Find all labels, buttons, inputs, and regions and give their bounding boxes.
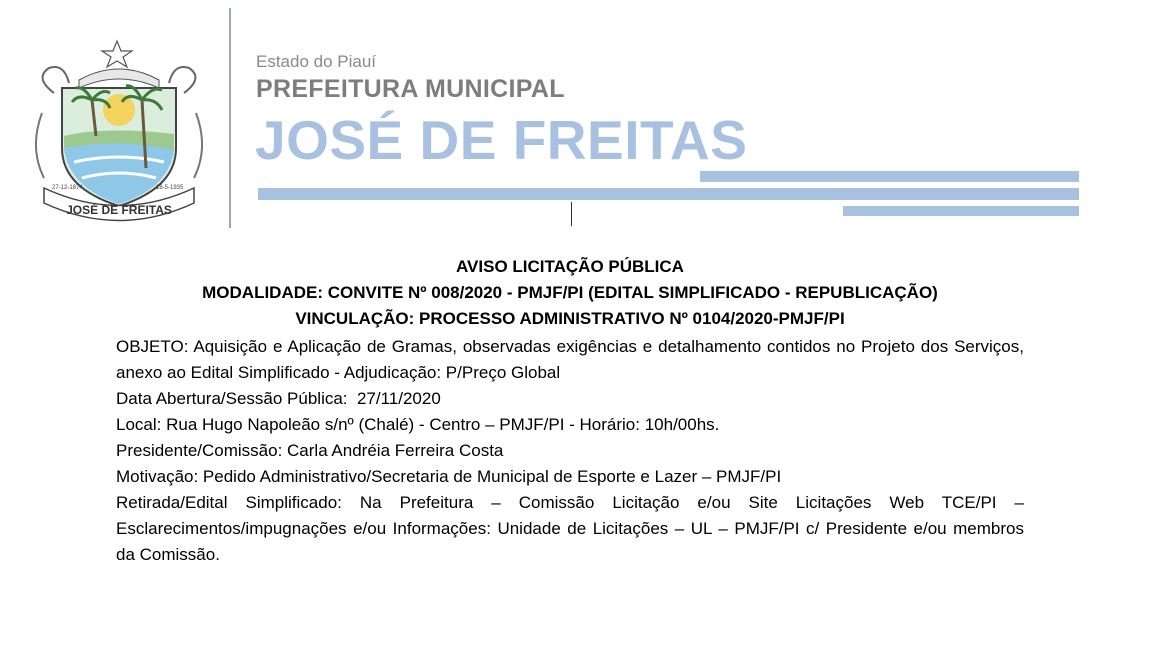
notice-title: AVISO LICITAÇÃO PÚBLICA bbox=[456, 257, 684, 276]
notice-modalidade: MODALIDADE: CONVITE Nº 008/2020 - PMJF/PI (EDITAL SIMPLIFICADO - REPUBLICAÇÃO) bbox=[202, 283, 938, 302]
header-decorative-bar bbox=[258, 188, 1079, 200]
notice-motivacao: Motivação: Pedido Administrativo/Secretaria de Municipal de Esporte e Lazer – PMJF/PI bbox=[116, 467, 782, 486]
header-decorative-bar bbox=[700, 171, 1079, 182]
seal-right-date: 18-5-1935 bbox=[156, 185, 184, 191]
notice-objeto: OBJETO: Aquisição e Aplicação de Gramas, observadas exigências e detalhamento contidos no Projeto dos Serviços, anexo ao Edital Simplificado - Adjudicação: P/Preço Global bbox=[116, 337, 1024, 382]
notice-data-abertura: Data Abertura/Sessão Pública: 27/11/2020 bbox=[116, 389, 441, 408]
notice-local: Local: Rua Hugo Napoleão s/nº (Chalé) - Centro – PMJF/PI - Horário: 10h/00hs. bbox=[116, 415, 720, 434]
seal-name-text: JOSÉ DE FREITAS bbox=[66, 203, 172, 217]
city-title: JOSÉ DE FREITAS bbox=[255, 109, 748, 171]
header-decorative-bar bbox=[843, 206, 1079, 216]
seal-left-date: 27-12-1874 bbox=[52, 185, 83, 191]
notice-presidente: Presidente/Comissão: Carla Andréia Ferreira Costa bbox=[116, 441, 504, 460]
prefeitura-title: PREFEITURA MUNICIPAL bbox=[256, 75, 565, 103]
header-vertical-divider bbox=[229, 8, 231, 228]
notice-retirada: Retirada/Edital Simplificado: Na Prefeitura – Comissão Licitação e/ou Site Licitações Web TCE/PI – Esclarecimentos/impugnações e/ou Informações: Unidade de Licitações – UL – PMJF/PI c/ Presidente e/ou membros da Comissão. bbox=[116, 493, 1024, 564]
municipal-coat-of-arms bbox=[24, 38, 214, 223]
state-name: Estado do Piauí bbox=[256, 52, 377, 71]
header-divider-tick bbox=[571, 202, 572, 226]
notice-body bbox=[116, 334, 1024, 568]
notice-vinculacao: VINCULAÇÃO: PROCESSO ADMINISTRATIVO Nº 0104/2020-PMJF/PI bbox=[295, 309, 845, 328]
